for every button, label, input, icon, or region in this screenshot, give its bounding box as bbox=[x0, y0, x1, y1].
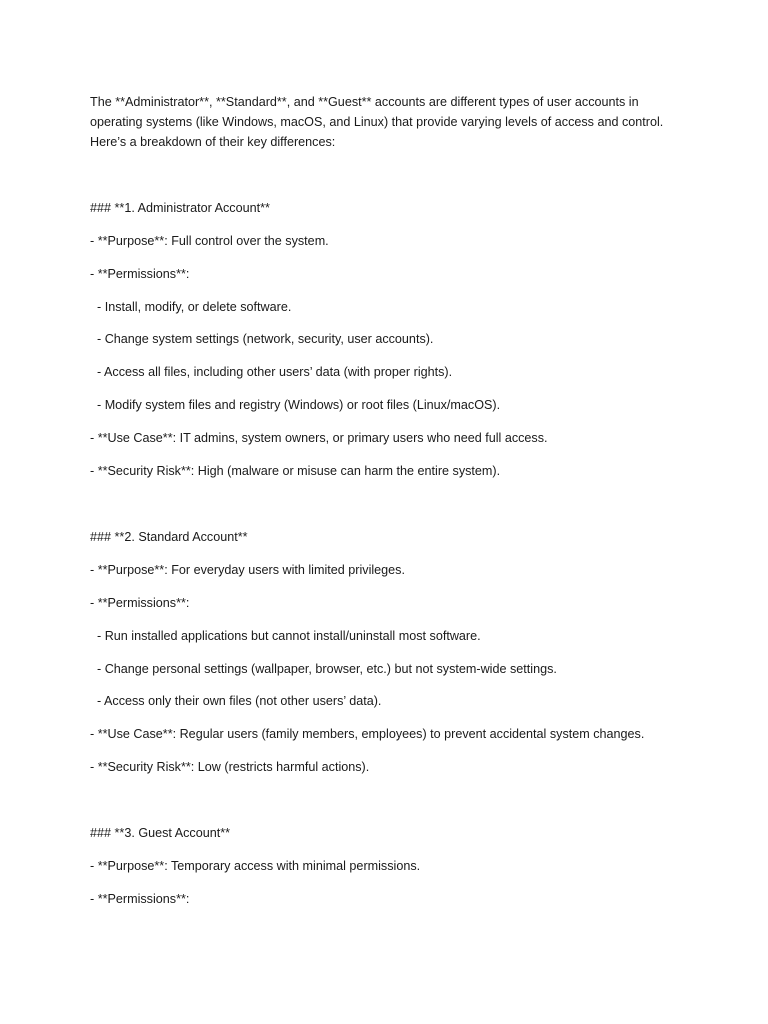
permission-item: - Access only their own files (not other users’ data). bbox=[97, 694, 382, 708]
permission-item: - Modify system files and registry (Windows) or root files (Linux/macOS). bbox=[97, 398, 501, 412]
section-heading: ### **3. Guest Account** bbox=[90, 826, 231, 840]
use-case-line: - **Use Case**: IT admins, system owners, or primary users who need full access. bbox=[90, 431, 548, 445]
permissions-label: - **Permissions**: bbox=[90, 267, 190, 281]
purpose-line: - **Purpose**: Temporary access with minimal permissions. bbox=[90, 859, 421, 873]
permissions-label: - **Permissions**: bbox=[90, 596, 190, 610]
security-risk-line: - **Security Risk**: High (malware or misuse can harm the entire system). bbox=[90, 464, 501, 478]
purpose-line: - **Purpose**: Full control over the system. bbox=[90, 234, 329, 248]
permission-item: - Change system settings (network, security, user accounts). bbox=[97, 332, 434, 346]
section-heading: ### **2. Standard Account** bbox=[90, 530, 248, 544]
use-case-line: - **Use Case**: Regular users (family members, employees) to prevent accidental system changes. bbox=[90, 727, 645, 741]
purpose-line: - **Purpose**: For everyday users with limited privileges. bbox=[90, 563, 405, 577]
intro-paragraph: The **Administrator**, **Standard**, and **Guest** accounts are different types of user accounts in operating systems (like Windows, macOS, and Linux) that provide varying levels of access and control. Here’s a breakdown of their key differences: bbox=[90, 95, 664, 149]
permission-item: - Access all files, including other users’ data (with proper rights). bbox=[97, 365, 453, 379]
permission-item: - Change personal settings (wallpaper, browser, etc.) but not system-wide settings. bbox=[97, 662, 557, 676]
permission-item: - Install, modify, or delete software. bbox=[97, 300, 292, 314]
section-heading: ### **1. Administrator Account** bbox=[90, 201, 270, 215]
permission-item: - Run installed applications but cannot install/uninstall most software. bbox=[97, 629, 481, 643]
permissions-label: - **Permissions**: bbox=[90, 892, 190, 906]
security-risk-line: - **Security Risk**: Low (restricts harmful actions). bbox=[90, 760, 370, 774]
